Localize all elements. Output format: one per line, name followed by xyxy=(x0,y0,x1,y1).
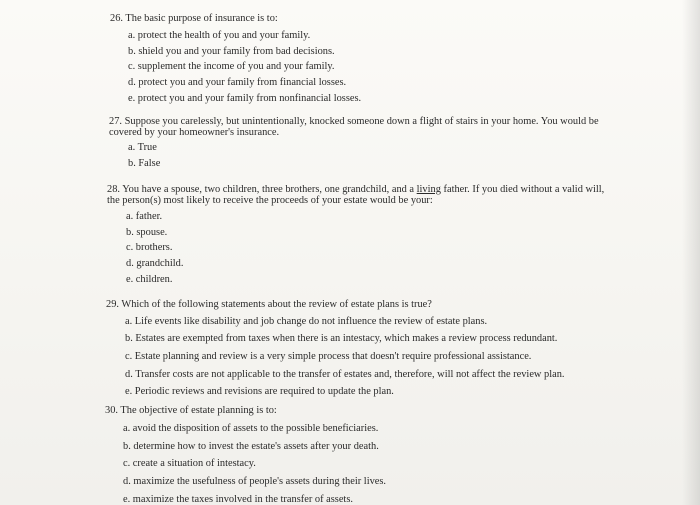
question-stem xyxy=(110,11,670,27)
answer-option-c[interactable]: c. Estate planning and review is a very simple process that doesn't require professional assistance. xyxy=(125,350,532,362)
underlined-word: living xyxy=(416,184,441,195)
answer-options xyxy=(126,209,652,288)
question-text-line-2: the person(s) most likely to receive the proceeds of your estate would be your: xyxy=(107,195,433,206)
question-28 xyxy=(107,184,652,288)
question-text: Which of the following statements about the review of estate plans is true? xyxy=(121,299,432,310)
answer-option-c[interactable]: c. supplement the income of you and your family. xyxy=(128,61,335,73)
question-text: The objective of estate planning is to: xyxy=(120,405,277,416)
answer-option-a[interactable]: a. father. xyxy=(126,211,163,222)
answer-option-d[interactable]: d. protect you and your family from financial losses. xyxy=(128,77,347,89)
question-stem xyxy=(109,116,649,138)
answer-options xyxy=(123,420,665,505)
question-27 xyxy=(109,116,649,172)
answer-option-d[interactable]: d. Transfer costs are not applicable to the transfer of estates and, therefore, will not affect the review plan. xyxy=(125,368,565,380)
question-29 xyxy=(106,297,666,401)
answer-option-b[interactable]: b. shield you and your family from bad decisions. xyxy=(128,45,335,57)
question-text-line-1: Suppose you carelessly, but unintentionally, knocked someone down a flight of stairs in your home. You would be xyxy=(124,116,599,127)
answer-option-b[interactable]: b. spouse. xyxy=(126,226,168,238)
question-30 xyxy=(105,403,665,505)
answer-option-c[interactable]: c. create a situation of intestacy. xyxy=(123,458,256,470)
question-number: 30. xyxy=(105,405,118,416)
question-number: 29. xyxy=(106,299,119,310)
question-stem xyxy=(105,403,665,419)
question-26 xyxy=(110,11,670,107)
answer-option-a[interactable]: a. Life events like disability and job change do not influence the review of estate plans. xyxy=(125,315,488,327)
page-edge-shadow xyxy=(682,0,700,505)
answer-option-e[interactable]: e. children. xyxy=(126,273,173,285)
question-number: 28. xyxy=(107,184,120,195)
answer-option-d[interactable]: d. grandchild. xyxy=(126,258,184,270)
question-text-line-2: covered by your homeowner's insurance. xyxy=(109,127,280,138)
answer-option-b[interactable]: b. determine how to invest the estate's assets after your death. xyxy=(123,440,379,452)
answer-option-c[interactable]: c. brothers. xyxy=(126,242,173,254)
answer-options xyxy=(128,28,670,107)
question-stem xyxy=(107,184,652,206)
answer-option-b[interactable]: b. False xyxy=(128,157,161,169)
answer-options xyxy=(125,313,666,401)
answer-option-d[interactable]: d. maximize the usefulness of people's assets during their lives. xyxy=(123,476,387,488)
question-text-line-1-end: father. If you died without a valid will, xyxy=(443,184,605,195)
answer-option-b[interactable]: b. Estates are exempted from taxes when there is an intestacy, which makes a review process redundant. xyxy=(125,333,558,345)
question-text-line-1-start: You have a spouse, two children, three brothers, one grandchild, and a xyxy=(122,184,415,195)
answer-option-e[interactable]: e. maximize the taxes involved in the transfer of assets. xyxy=(123,493,353,505)
answer-option-a[interactable]: a. True xyxy=(128,142,157,153)
question-text: The basic purpose of insurance is to: xyxy=(125,13,278,24)
answer-option-e[interactable]: e. protect you and your family from nonfinancial losses. xyxy=(128,92,362,104)
answer-options xyxy=(128,140,649,172)
question-number: 27. xyxy=(109,116,122,127)
question-number: 26. xyxy=(110,13,123,24)
answer-option-e[interactable]: e. Periodic reviews and revisions are required to update the plan. xyxy=(125,386,394,398)
answer-option-a[interactable]: a. protect the health of you and your family. xyxy=(128,29,311,41)
question-stem xyxy=(106,297,666,313)
answer-option-a[interactable]: a. avoid the disposition of assets to the possible beneficiaries. xyxy=(123,422,379,434)
